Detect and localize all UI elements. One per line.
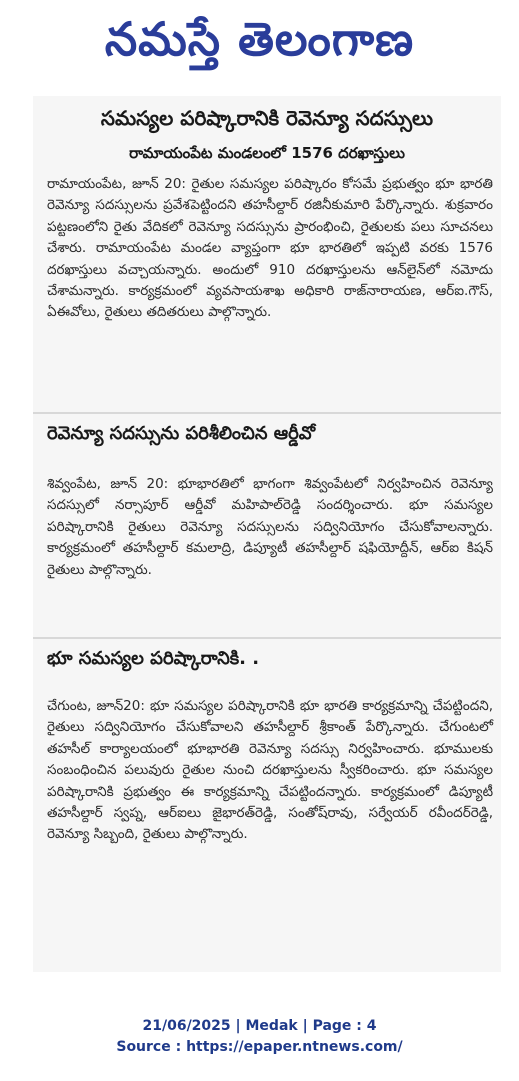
section-divider (33, 412, 501, 414)
article-paragraph-ramayampet: రామాయంపేట, జూన్ 20: రైతుల సమస్యల పరిష్కారం కోసమే ప్రభుత్వం భూ భారతి రెవెన్యూ సదస్సులను ప్రవేశపెట్టిందని తహసీల్దార్ రజినీకుమారి పేర్కొన్నారు. శుక్రవారం పట్టణంలోని రైతు వేదికలో రెవెన్యూ సదస్సును ప్రారంభించి, రైతులకు పలు సూచనలు చేశారు. రామాయంపేట మండల వ్యాప్తంగా భూ భారతిలో ఇప్పటి వరకు 1576 దరఖాస్తులు వచ్చాయన్నారు. అందులో 910 దరఖాస్తులను ఆన్‌లైన్‌లో నమోదు చేశామన్నారు. కార్యక్రమంలో వ్యవసాయశాఖ అధికారి రాజ్‌నారాయణ, ఆర్ఐ.గౌస్, ఏఈవోలు, రైతులు తదితరులు పాల్గొన్నారు. (47, 176, 493, 321)
news-clipping (33, 96, 501, 972)
article-paragraph-shivvampet: శివ్వంపేట, జూన్ 20: భూభారతిలో భాగంగా శివ్వంపేటలో నిర్వహించిన రెవెన్యూ సదస్సులో నర్సాపూర్ ఆర్డీవో మహిపాల్‌రెడ్డి సందర్శించారు. భూ సమస్యల పరిష్కారానికి రైతులు రెవెన్యూ సదస్సులను సద్వినియోగం చేసుకోవాలన్నారు. కార్యక్రమంలో తహసీల్దార్ కమలాద్రి, డిప్యూటీ తహసీల్దార్ షఫియోద్దీన్, ఆర్ఐ కిషన్ రైతులు పాల్గొన్నారు. (47, 476, 493, 578)
article-headline: సమస్యల పరిష్కారానికి రెవెన్యూ సదస్సులు (100, 106, 434, 130)
section-divider (33, 637, 501, 639)
article-subhead: రామాయంపేట మండలంలో 1576 దరఖాస్తులు (129, 144, 405, 162)
newspaper-masthead: నమస్తే తెలంగాణ (104, 12, 415, 66)
section-heading-chegunta: భూ సమస్యల పరిష్కారానికి. . (47, 648, 260, 669)
section-heading-shivvampet: రెవెన్యూ సదస్సును పరిశీలించిన ఆర్డీవో (47, 423, 316, 444)
footer-source-link[interactable]: Source : https://epaper.ntnews.com/ (116, 1039, 403, 1055)
article-paragraph-chegunta: చేగుంట, జూన్20: భూ సమస్యల పరిష్కారానికి భూ భారతి కార్యక్రమాన్ని చేపట్టిందని, రైతులు సద్వినియోగం చేసుకోవాలని తహసీల్దార్ శ్రీకాంత్ పేర్కొన్నారు. చేగుంటలో తహసీల్ కార్యాలయంలో భూభారతి రెవెన్యూ సదస్సు నిర్వహించారు. భూములకు సంబంధించిన పలువురు రైతుల నుంచి దరఖాస్తులను స్వీకరించారు. భూ సమస్యల పరిష్కారానికి ప్రభుత్వం ఈ కార్యక్రమాన్ని చేపట్టిందన్నారు. కార్యక్రమంలో డిప్యూటీ తహసీల్దార్ స్వప్న, ఆర్ఐలు జైభారత్‌రెడ్డి, సంతోష్‌రావు, సర్వేయర్ రవీందర్‌రెడ్డి, రెవెన్యూ సిబ్బంది, రైతులు పాల్గొన్నారు. (47, 698, 493, 843)
footer-date-page: 21/06/2025 | Medak | Page : 4 (142, 1018, 377, 1034)
